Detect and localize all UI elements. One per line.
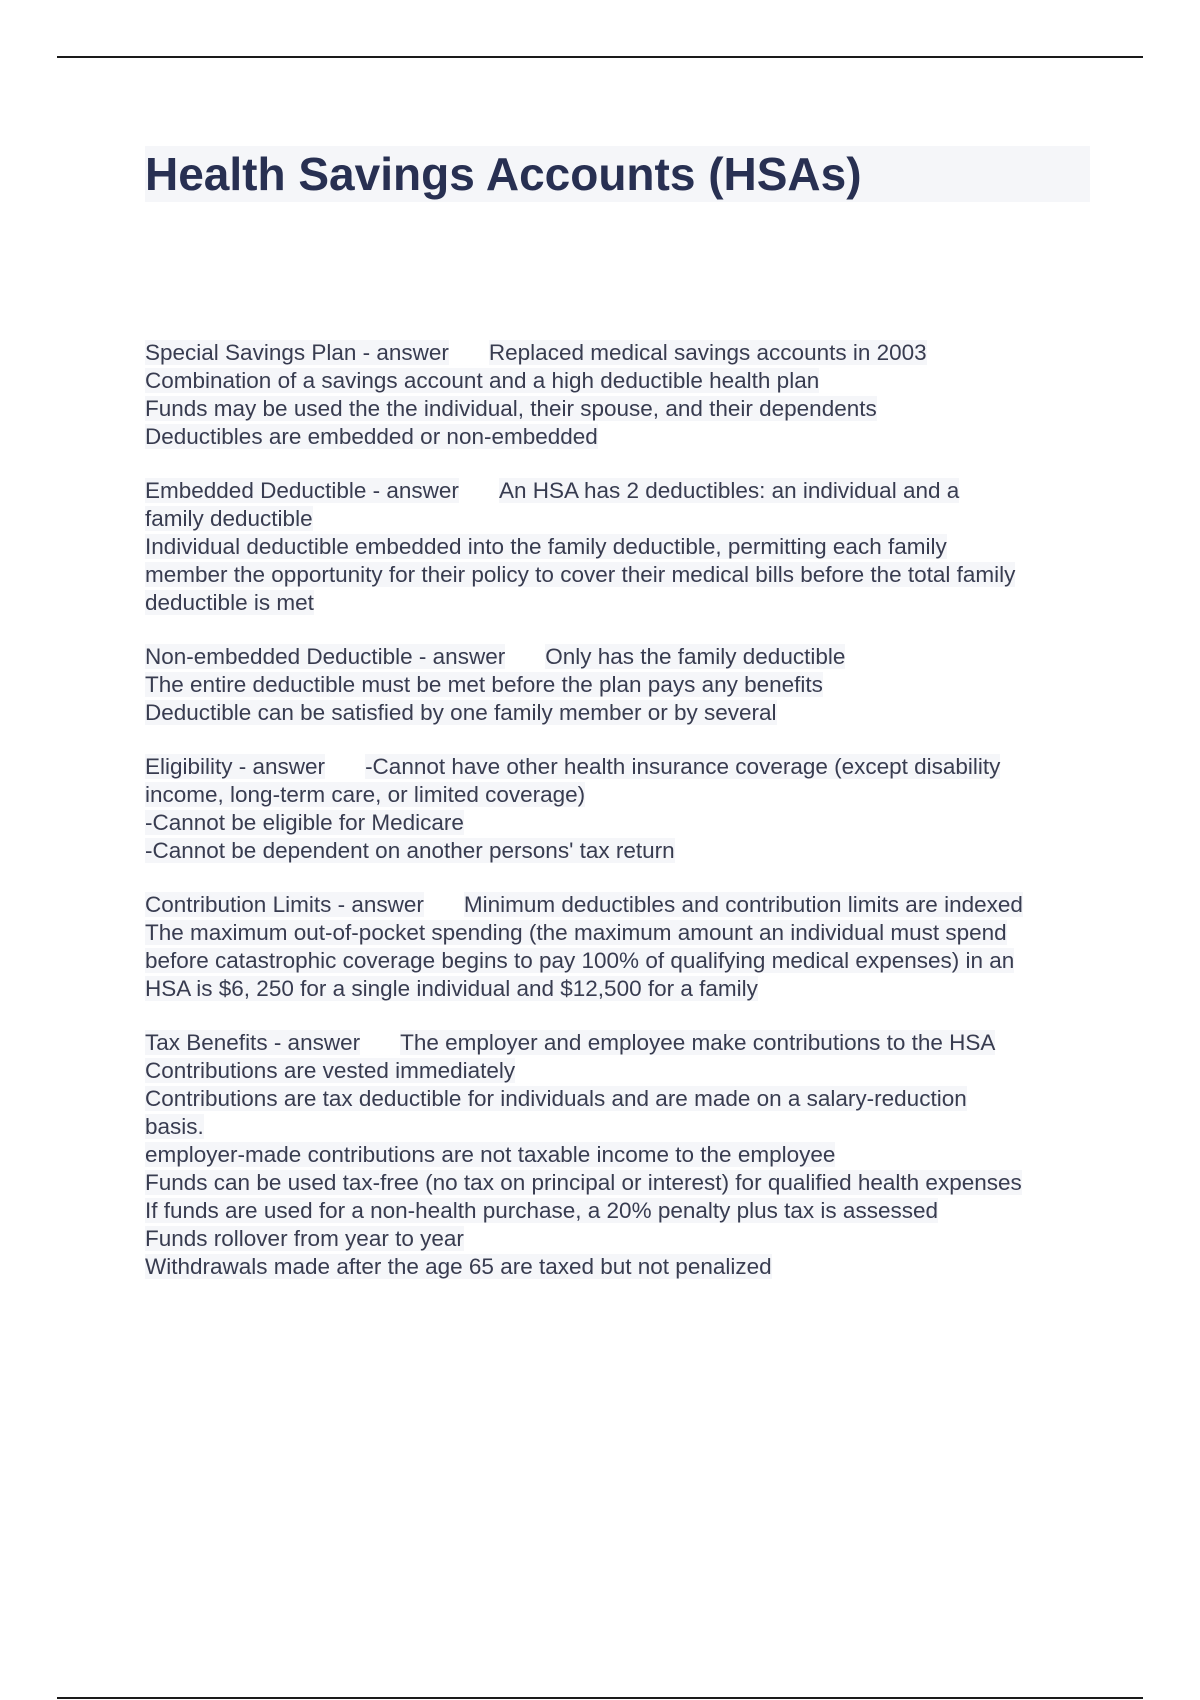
entry-answer-line: HSA is $6, 250 for a single individual and $12,500 for a family — [145, 976, 758, 1001]
entry-term: Embedded Deductible - answer — [145, 478, 459, 503]
entry-answer-line: Funds may be used the the individual, their spouse, and their dependents — [145, 396, 877, 421]
entry-answer-first-line: Minimum deductibles and contribution limits are indexed — [463, 892, 1023, 917]
entry-answer-line: Funds can be used tax-free (no tax on principal or interest) for qualified health expenses — [145, 1170, 1022, 1195]
top-rule — [57, 56, 1143, 58]
entry-term: Tax Benefits - answer — [145, 1030, 361, 1055]
entry-answer-line: Contributions are vested immediately — [145, 1058, 516, 1083]
entry-answer-line: If funds are used for a non-health purchase, a 20% penalty plus tax is assessed — [145, 1198, 938, 1223]
page-title: Health Savings Accounts (HSAs) — [145, 148, 862, 200]
entry-answer-first-line: The employer and employee make contributions to the HSA — [400, 1030, 996, 1055]
entry-answer-line: Combination of a savings account and a high deductible health plan — [145, 368, 820, 393]
entry-term: Non-embedded Deductible - answer — [145, 644, 506, 669]
entry-term: Contribution Limits - answer — [145, 892, 424, 917]
flashcard-entry — [145, 643, 1105, 727]
entry-answer-line: Deductible can be satisfied by one family member or by several — [145, 700, 777, 725]
entry-answer-line: income, long-term care, or limited coverage) — [145, 782, 586, 807]
bottom-rule — [57, 1697, 1143, 1699]
entry-answer-first-line: An HSA has 2 deductibles: an individual and a — [498, 478, 960, 503]
entry-answer-first-line: Replaced medical savings accounts in 2003 — [488, 340, 927, 365]
entry-answer-line: Deductibles are embedded or non-embedded — [145, 424, 598, 449]
entry-answer-line: Individual deductible embedded into the family deductible, permitting each family — [145, 534, 947, 559]
entry-answer-line: The maximum out-of-pocket spending (the maximum amount an individual must spend — [145, 920, 1007, 945]
entry-answer-line: member the opportunity for their policy to cover their medical bills before the total family — [145, 562, 1016, 587]
flashcard-entry — [145, 477, 1105, 617]
flashcard-entry — [145, 753, 1105, 865]
flashcard-entry — [145, 339, 1105, 451]
title-block — [145, 146, 1090, 202]
entry-answer-line: -Cannot be eligible for Medicare — [145, 810, 464, 835]
entry-answer-first-line: -Cannot have other health insurance coverage (except disability — [365, 754, 1001, 779]
entry-answer-line: employer-made contributions are not taxable income to the employee — [145, 1142, 836, 1167]
entry-answer-line: family deductible — [145, 506, 313, 531]
entry-answer-line: deductible is met — [145, 590, 314, 615]
entry-answer-line: Withdrawals made after the age 65 are taxed but not penalized — [145, 1254, 772, 1279]
entry-answer-first-line: Only has the family deductible — [545, 644, 846, 669]
entry-term: Special Savings Plan - answer — [145, 340, 449, 365]
entry-term: Eligibility - answer — [145, 754, 326, 779]
flashcard-entry — [145, 891, 1105, 1003]
entry-answer-line: Funds rollover from year to year — [145, 1226, 464, 1251]
entry-answer-line: before catastrophic coverage begins to pay 100% of qualifying medical expenses) in an — [145, 948, 1015, 973]
entry-answer-line: Contributions are tax deductible for individuals and are made on a salary-reduction — [145, 1086, 967, 1111]
flashcard-entry — [145, 1029, 1105, 1281]
entry-answer-line: basis. — [145, 1114, 204, 1139]
entry-answer-line: -Cannot be dependent on another persons' tax return — [145, 838, 675, 863]
document-body — [145, 339, 1105, 1307]
entry-answer-line: The entire deductible must be met before the plan pays any benefits — [145, 672, 823, 697]
